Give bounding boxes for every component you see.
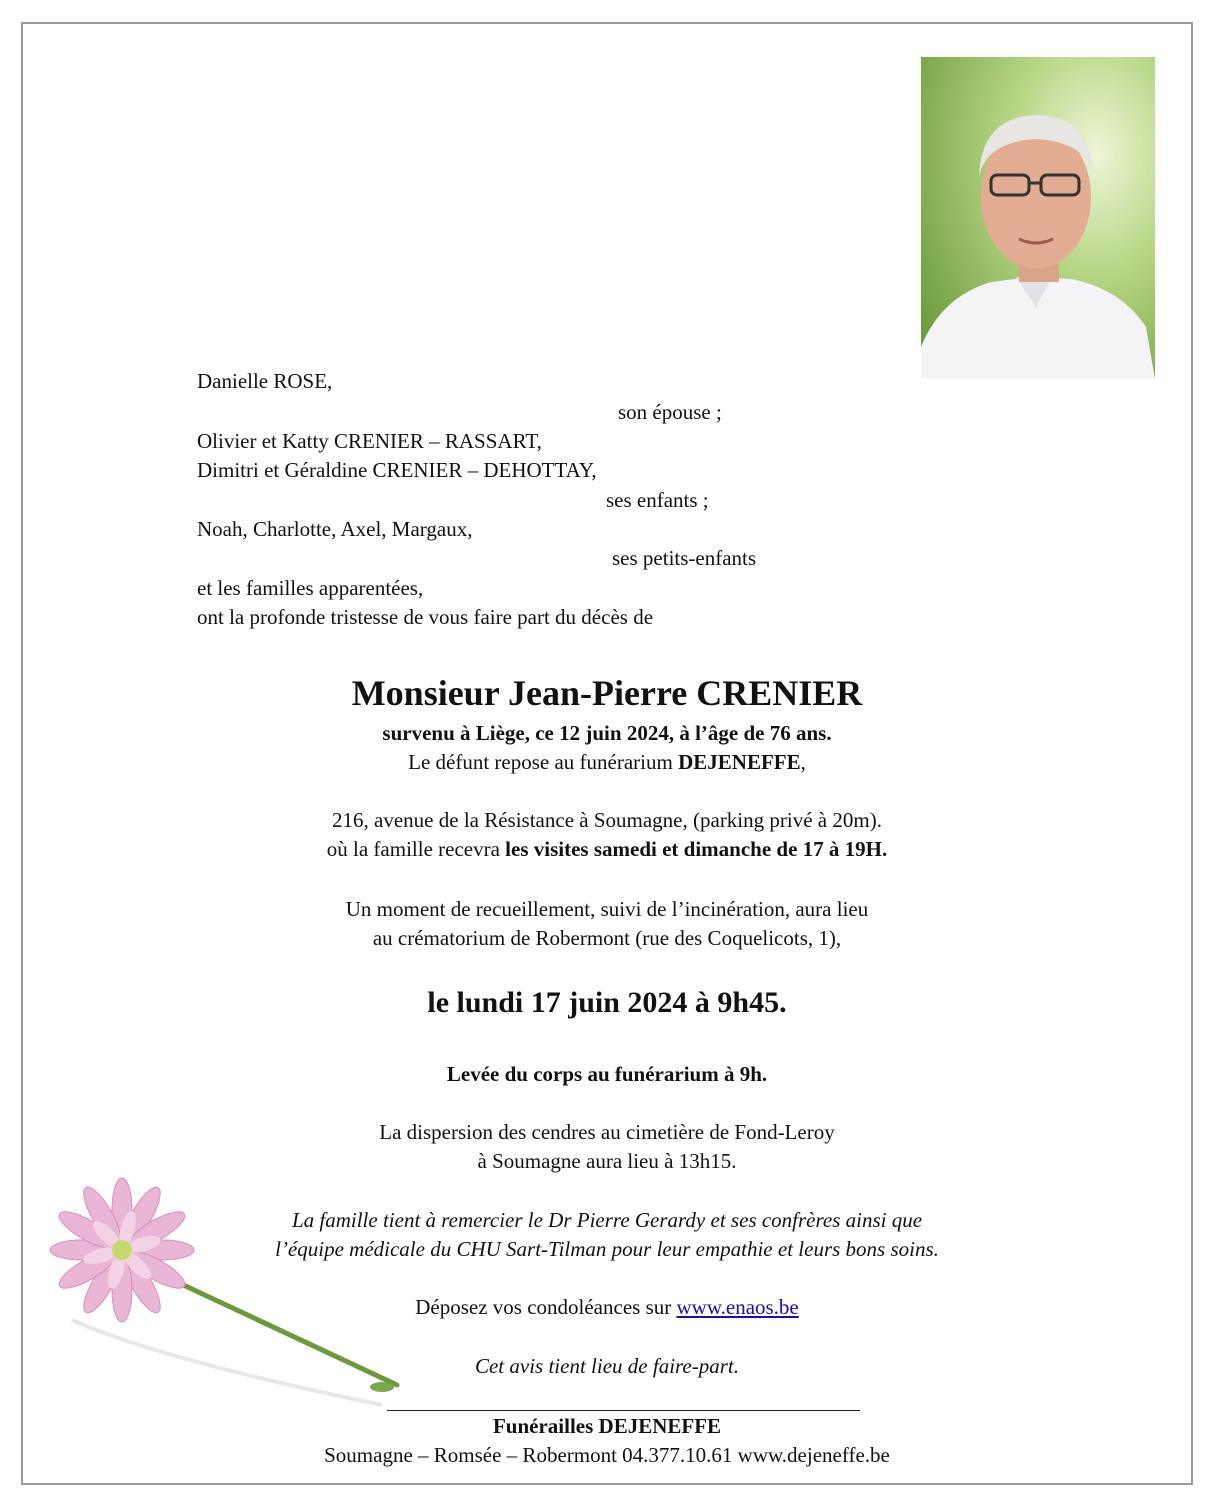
thanks-line-2: l’équipe médicale du CHU Sart-Tilman pour leur empathie et leurs bons soins. xyxy=(275,1237,939,1261)
dispersion-line-1: La dispersion des cendres au cimetière de Fond-Leroy xyxy=(379,1120,835,1144)
child-name: Olivier et Katty CRENIER – RASSART, xyxy=(197,429,542,453)
thanks-line-1: La famille tient à remercier le Dr Pierre Gerardy et ses confrères ainsi que xyxy=(291,1208,923,1232)
visitation-address: 216, avenue de la Résistance à Soumagne, (parking privé à 20m). xyxy=(332,808,882,832)
levee-du-corps: Levée du corps au funérarium à 9h. xyxy=(446,1062,768,1086)
condolences-link[interactable]: www.enaos.be xyxy=(676,1295,799,1319)
announcement: ont la profonde tristesse de vous faire part du décès de xyxy=(197,605,654,629)
deceased-name: Monsieur Jean-Pierre CRENIER xyxy=(351,673,863,713)
visitation-line-1: Le défunt repose au funérarium DEJENEFFE, xyxy=(408,750,806,774)
condolences: Déposez vos condoléances sur www.enaos.be xyxy=(415,1295,799,1319)
children-role: ses enfants ; xyxy=(606,488,709,512)
funeral-home-name: Funérailles DEJENEFFE xyxy=(492,1414,722,1438)
wife-role: son épouse ; xyxy=(618,400,722,424)
ceremony-date: le lundi 17 juin 2024 à 9h45. xyxy=(427,986,787,1019)
grandchildren-names: Noah, Charlotte, Axel, Margaux, xyxy=(197,517,473,541)
dispersion-line-2: à Soumagne aura lieu à 13h15. xyxy=(477,1149,737,1173)
visitation-hours: où la famille recevra les visites samedi et dimanche de 17 à 19H. xyxy=(326,837,888,861)
portrait-photo xyxy=(921,57,1155,379)
notice: Cet avis tient lieu de faire-part. xyxy=(474,1354,739,1378)
ceremony-line-1: Un moment de recueillement, suivi de l’incinération, aura lieu xyxy=(345,897,869,921)
wife-name: Danielle ROSE, xyxy=(197,369,333,393)
ceremony-line-2: au crématorium de Robermont (rue des Coquelicots, 1), xyxy=(372,926,842,950)
grandchildren-role: ses petits-enfants xyxy=(612,546,757,570)
relatives: et les familles apparentées, xyxy=(197,576,424,600)
child-name: Dimitri et Géraldine CRENIER – DEHOTTAY, xyxy=(197,458,597,482)
flower-illustration xyxy=(42,1170,412,1430)
footer-divider xyxy=(387,1410,860,1411)
funeral-home-contact: Soumagne – Romsée – Robermont 04.377.10.61 www.dejeneffe.be xyxy=(324,1443,890,1467)
death-details: survenu à Liège, ce 12 juin 2024, à l’âge de 76 ans. xyxy=(382,721,832,745)
